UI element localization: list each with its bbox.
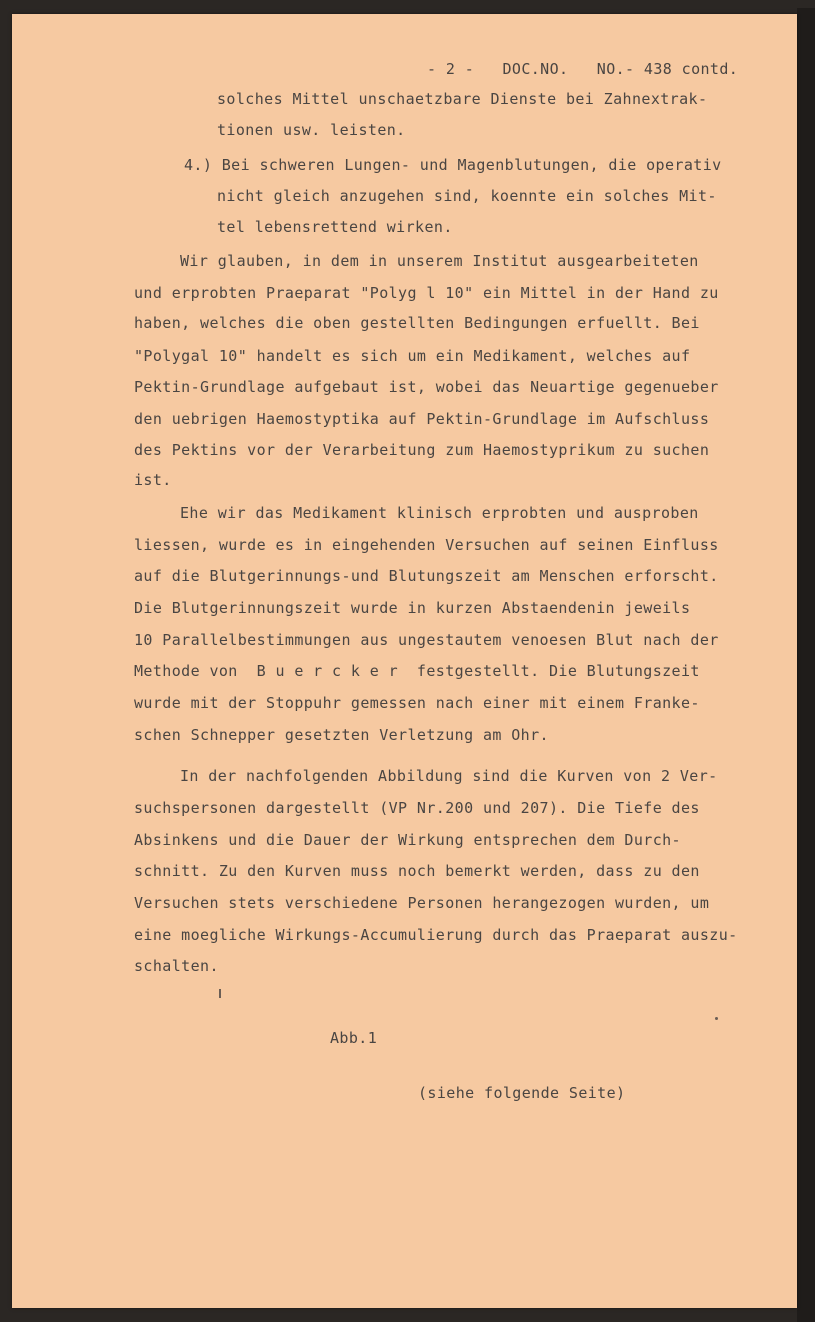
text-line: suchspersonen dargestellt (VP Nr.200 und 207). Die Tiefe des: [134, 799, 700, 817]
text-line: haben, welches die oben gestellten Bedingungen erfuellt. Bei: [134, 314, 700, 332]
text-line: liessen, wurde es in eingehenden Versuchen auf seinen Einfluss: [134, 536, 719, 554]
paragraph-start: Ehe wir das Medikament klinisch erprobten und ausproben: [180, 504, 699, 522]
text-line: des Pektins vor der Verarbeitung zum Haemostyprikum zu suchen: [134, 441, 710, 459]
text-line: Absinkens und die Dauer der Wirkung entsprechen dem Durch-: [134, 831, 681, 849]
text-line: schalten.: [134, 957, 219, 975]
list-item-4: 4.) Bei schweren Lungen- und Magenblutungen, die operativ: [184, 156, 722, 174]
text-line: 10 Parallelbestimmungen aus ungestautem venoesen Blut nach der: [134, 631, 719, 649]
paper-speck: [219, 989, 221, 998]
text-line: Pektin-Grundlage aufgebaut ist, wobei das Neuartige gegenueber: [134, 378, 719, 396]
text-line: solches Mittel unschaetzbare Dienste bei Zahnextrak-: [217, 90, 708, 108]
paragraph-start: Wir glauben, in dem in unserem Institut ausgearbeiteten: [180, 252, 699, 270]
page-header: [427, 60, 738, 78]
text-line: Versuchen stets verschiedene Personen herangezogen wurden, um: [134, 894, 710, 912]
paragraph-start: In der nachfolgenden Abbildung sind die Kurven von 2 Ver-: [180, 767, 718, 785]
text-line: tel lebensrettend wirken.: [217, 218, 453, 236]
scan-edge: [797, 8, 815, 1322]
text-line: eine moegliche Wirkungs-Accumulierung durch das Praeparat auszu-: [134, 926, 738, 944]
text-line: Die Blutgerinnungszeit wurde in kurzen Abstaendenin jeweils: [134, 599, 691, 617]
text-line: auf die Blutgerinnungs-und Blutungszeit am Menschen erforscht.: [134, 567, 719, 585]
figure-reference: Abb.1: [330, 1029, 378, 1047]
text-line: schnitt. Zu den Kurven muss noch bemerkt werden, dass zu den: [134, 862, 700, 880]
see-next-page-note: (siehe folgende Seite): [418, 1084, 626, 1102]
doc-number: NO.- 438 contd.: [596, 60, 739, 78]
text-line: ist.: [134, 471, 172, 489]
text-line: Methode von B u e r c k e r festgestellt. Die Blutungszeit: [134, 662, 700, 680]
document-page: [12, 14, 797, 1308]
text-line: tionen usw. leisten.: [217, 121, 406, 139]
text-line: den uebrigen Haemostyptika auf Pektin-Grundlage im Aufschluss: [134, 410, 710, 428]
paper-speck: [715, 1017, 718, 1020]
text-line: nicht gleich anzugehen sind, koennte ein solches Mit-: [217, 187, 717, 205]
text-line: "Polygal 10" handelt es sich um ein Medikament, welches auf: [134, 347, 691, 365]
text-line: wurde mit der Stoppuhr gemessen nach einer mit einem Franke-: [134, 694, 700, 712]
text-line: schen Schnepper gesetzten Verletzung am Ohr.: [134, 726, 549, 744]
text-line: und erprobten Praeparat "Polyg l 10" ein Mittel in der Hand zu: [134, 284, 719, 302]
doc-label: DOC.NO.: [502, 60, 569, 78]
page-number: - 2 -: [427, 60, 475, 78]
